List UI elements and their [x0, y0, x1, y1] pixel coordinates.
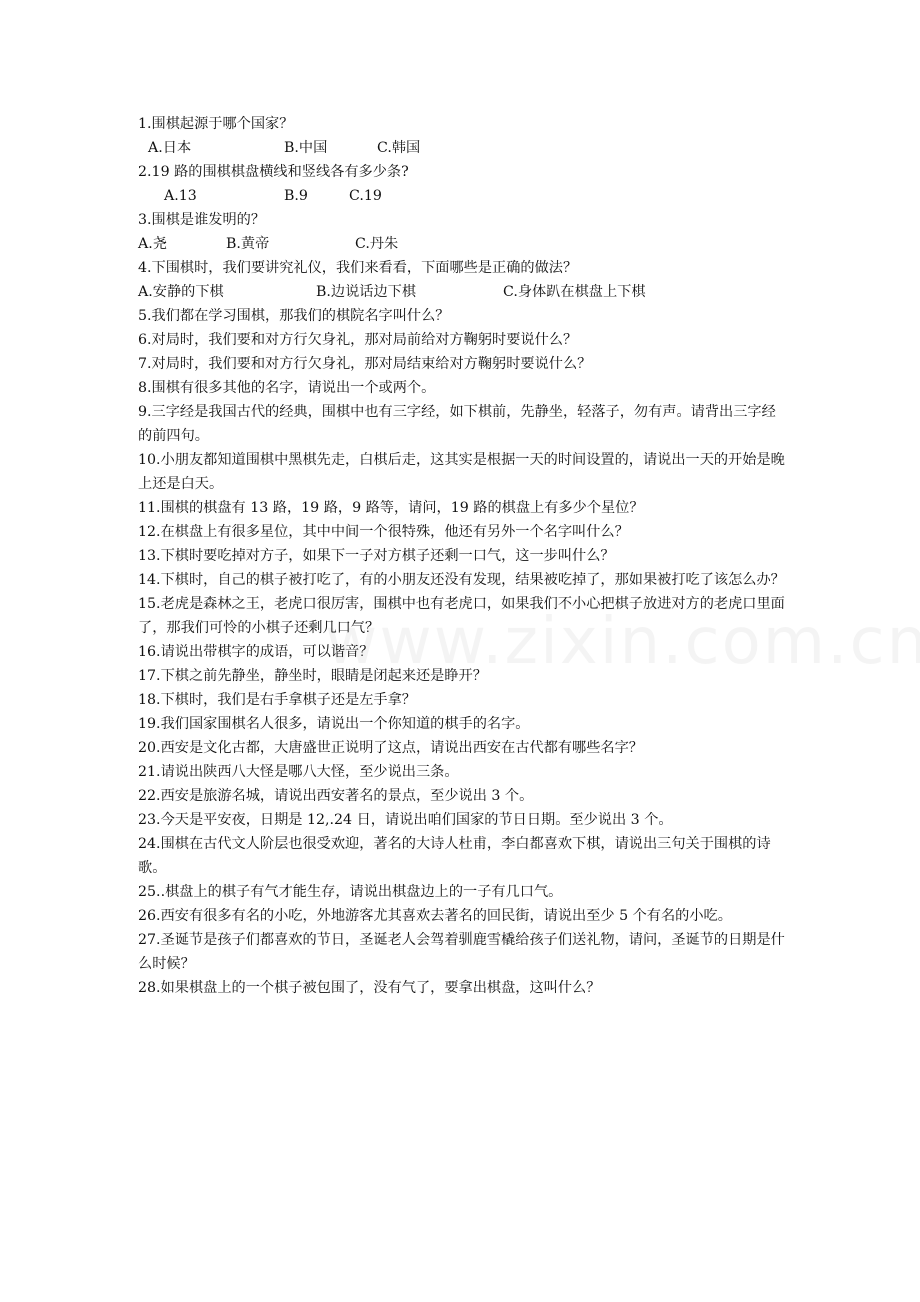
question-9: 9.三字经是我国古代的经典，围棋中也有三字经，如下棋前，先静坐，轻落子，勿有声。请背出三字经的前四句。	[138, 404, 776, 444]
option-a: A.日本	[148, 140, 192, 156]
option-a: A.13	[164, 188, 197, 204]
question-1-options	[138, 136, 788, 160]
question-20: 20.西安是文化古都，大唐盛世正说明了这点，请说出西安在古代都有哪些名字？	[138, 740, 643, 756]
option-a: A.尧	[138, 236, 167, 252]
question-26: 26.西安有很多有名的小吃，外地游客尤其喜欢去著名的回民街，请说出至少 5 个有名的小吃。	[138, 908, 732, 924]
question-12: 12.在棋盘上有很多星位，其中中间一个很特殊，他还有另外一个名字叫什么？	[138, 524, 629, 540]
question-4-options	[138, 280, 788, 304]
option-c: C.韩国	[377, 140, 421, 156]
question-19: 19.我们国家围棋名人很多，请说出一个你知道的棋手的名字。	[138, 716, 530, 732]
question-15: 15.老虎是森林之王，老虎口很厉害，围棋中也有老虎口，如果我们不小心把棋子放进对方的老虎口里面了，那我们可怜的小棋子还剩几口气？	[138, 596, 785, 636]
option-c: C.身体趴在棋盘上下棋	[503, 284, 646, 300]
option-c: C.丹朱	[355, 236, 399, 252]
question-3: 3.围棋是谁发明的？	[138, 212, 266, 228]
option-b: B.边说话边下棋	[316, 284, 417, 300]
question-5: 5.我们都在学习围棋，那我们的棋院名字叫什么？	[138, 308, 450, 324]
question-10: 10.小朋友都知道围棋中黑棋先走，白棋后走，这其实是根据一天的时间设置的，请说出一天的开始是晚上还是白天。	[138, 452, 785, 492]
question-17: 17.下棋之前先静坐，静坐时，眼睛是闭起来还是睁开？	[138, 668, 487, 684]
question-8: 8.围棋有很多其他的名字，请说出一个或两个。	[138, 380, 436, 396]
question-28: 28.如果棋盘上的一个棋子被包围了，没有气了，要拿出棋盘，这叫什么？	[138, 980, 601, 996]
question-3-options	[138, 232, 788, 256]
option-b: B.中国	[284, 140, 328, 156]
option-a: A.安静的下棋	[138, 284, 224, 300]
question-2-options	[138, 184, 788, 208]
question-16: 16.请说出带棋字的成语，可以谐音？	[138, 644, 374, 660]
option-b: B.黄帝	[226, 236, 270, 252]
question-list	[138, 112, 788, 1000]
question-24: 24.围棋在古代文人阶层也很受欢迎，著名的大诗人杜甫，李白都喜欢下棋，请说出三句关于围棋的诗歌。	[138, 836, 771, 876]
option-b: B.9	[284, 188, 308, 204]
question-21: 21.请说出陕西八大怪是哪八大怪，至少说出三条。	[138, 764, 459, 780]
question-4: 4.下围棋时，我们要讲究礼仪，我们来看看，下面哪些是正确的做法？	[138, 260, 578, 276]
question-7: 7.对局时，我们要和对方行欠身礼，那对局结束给对方鞠躬时要说什么？	[138, 356, 592, 372]
option-c: C.19	[349, 188, 382, 204]
question-6: 6.对局时，我们要和对方行欠身礼，那对局前给对方鞠躬时要说什么？	[138, 332, 578, 348]
question-1: 1.围棋起源于哪个国家？	[138, 116, 294, 132]
question-25: 25..棋盘上的棋子有气才能生存，请说出棋盘边上的一子有几口气。	[138, 884, 563, 900]
question-27: 27.圣诞节是孩子们都喜欢的节日，圣诞老人会驾着驯鹿雪橇给孩子们送礼物，请问，圣诞节的日期是什么时候？	[138, 932, 785, 972]
question-13: 13.下棋时要吃掉对方子，如果下一子对方棋子还剩一口气，这一步叫什么？	[138, 548, 615, 564]
question-11: 11.围棋的棋盘有 13 路，19 路，9 路等，请问，19 路的棋盘上有多少个星位？	[138, 500, 644, 516]
question-22: 22.西安是旅游名城，请说出西安著名的景点，至少说出 3 个。	[138, 788, 534, 804]
question-23: 23.今天是平安夜，日期是 12,.24 日，请说出咱们国家的节日日期。至少说出 3 个。	[138, 812, 673, 828]
question-2: 2.19 路的围棋棋盘横线和竖线各有多少条?	[138, 164, 409, 180]
question-18: 18.下棋时，我们是右手拿棋子还是左手拿？	[138, 692, 416, 708]
question-14: 14.下棋时，自己的棋子被打吃了，有的小朋友还没有发现，结果被吃掉了，那如果被打吃了该怎么办？	[138, 572, 785, 588]
